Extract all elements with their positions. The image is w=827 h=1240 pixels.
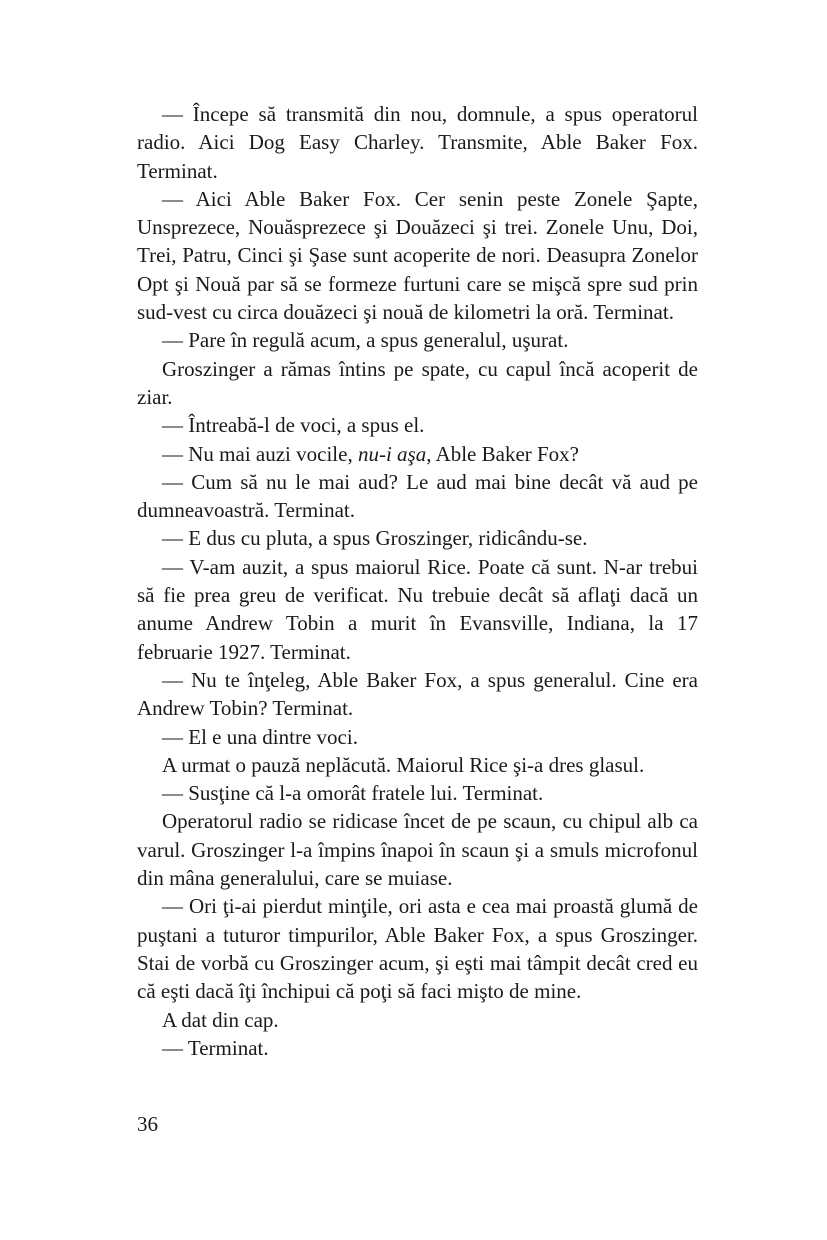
paragraph: — Ori ţi-ai pierdut minţile, ori asta e cea mai proastă glumă de puştani a tuturor timpurilor, Able Baker Fox, a spus Groszinger. Stai de vorbă cu Groszinger acum, şi eşti mai tâmpit decât cred eu că eşti dacă îţi închipui că poţi să faci mişto de mine.	[137, 894, 698, 1004]
paragraph: — V-am auzit, a spus maiorul Rice. Poate că sunt. N-ar trebui să fie prea greu de verificat. Nu trebuie decât să aflaţi dacă un anume Andrew Tobin a murit în Evansville, Indiana, la 17 februarie 1927. Terminat.	[137, 554, 698, 664]
paragraph: Operatorul radio se ridicase încet de pe scaun, cu chipul alb ca varul. Groszinger l-a împins înapoi în scaun şi a smuls microfonul din mâna generalului, care se muiase.	[137, 809, 698, 891]
paragraph: — El e una dintre voci.	[162, 724, 358, 749]
paragraph: Groszinger a rămas întins pe spate, cu capul încă acoperit de ziar.	[137, 356, 698, 409]
paragraph: — Terminat.	[162, 1035, 269, 1060]
paragraph: — Pare în regulă acum, a spus generalul, uşurat.	[162, 328, 569, 353]
paragraph: — E dus cu pluta, a spus Groszinger, ridicându-se.	[162, 526, 588, 551]
paragraph: — Întreabă-l de voci, a spus el.	[162, 413, 425, 438]
paragraph	[137, 440, 698, 468]
paragraph: — Nu te înţeleg, Able Baker Fox, a spus generalul. Cine era Andrew Tobin? Terminat.	[137, 667, 698, 721]
paragraph: — Începe să transmită din nou, domnule, a spus operatorul radio. Aici Dog Easy Charley. Transmite, Able Baker Fox. Terminat.	[137, 102, 698, 183]
paragraph: A dat din cap.	[162, 1007, 279, 1032]
paragraph-text: — Nu mai auzi vocile,	[162, 441, 358, 466]
page-body	[137, 100, 698, 1062]
paragraph: — Cum să nu le mai aud? Le aud mai bine decât vă aud pe dumneavoastră. Terminat.	[137, 469, 698, 523]
paragraph-italic-text: nu-i aşa	[357, 441, 427, 466]
page-number: 36	[137, 1112, 158, 1136]
paragraph-text: , Able Baker Fox?	[426, 441, 580, 466]
paragraph: — Susţine că l-a omorât fratele lui. Terminat.	[162, 781, 544, 806]
paragraph: — Aici Able Baker Fox. Cer senin peste Zonele Şapte, Unsprezece, Nouăsprezece şi Douăzeci şi trei. Zonele Unu, Doi, Trei, Patru, Cinci şi Şase sunt acoperite de nori. Deasupra Zonelor Opt şi Nouă par să se formeze furtuni care se mişcă spre sud prin sud-vest cu circa douăzeci şi nouă de kilometri la oră. Terminat.	[137, 186, 698, 325]
paragraph: A urmat o pauză neplăcută. Maiorul Rice şi-a dres glasul.	[162, 752, 645, 777]
